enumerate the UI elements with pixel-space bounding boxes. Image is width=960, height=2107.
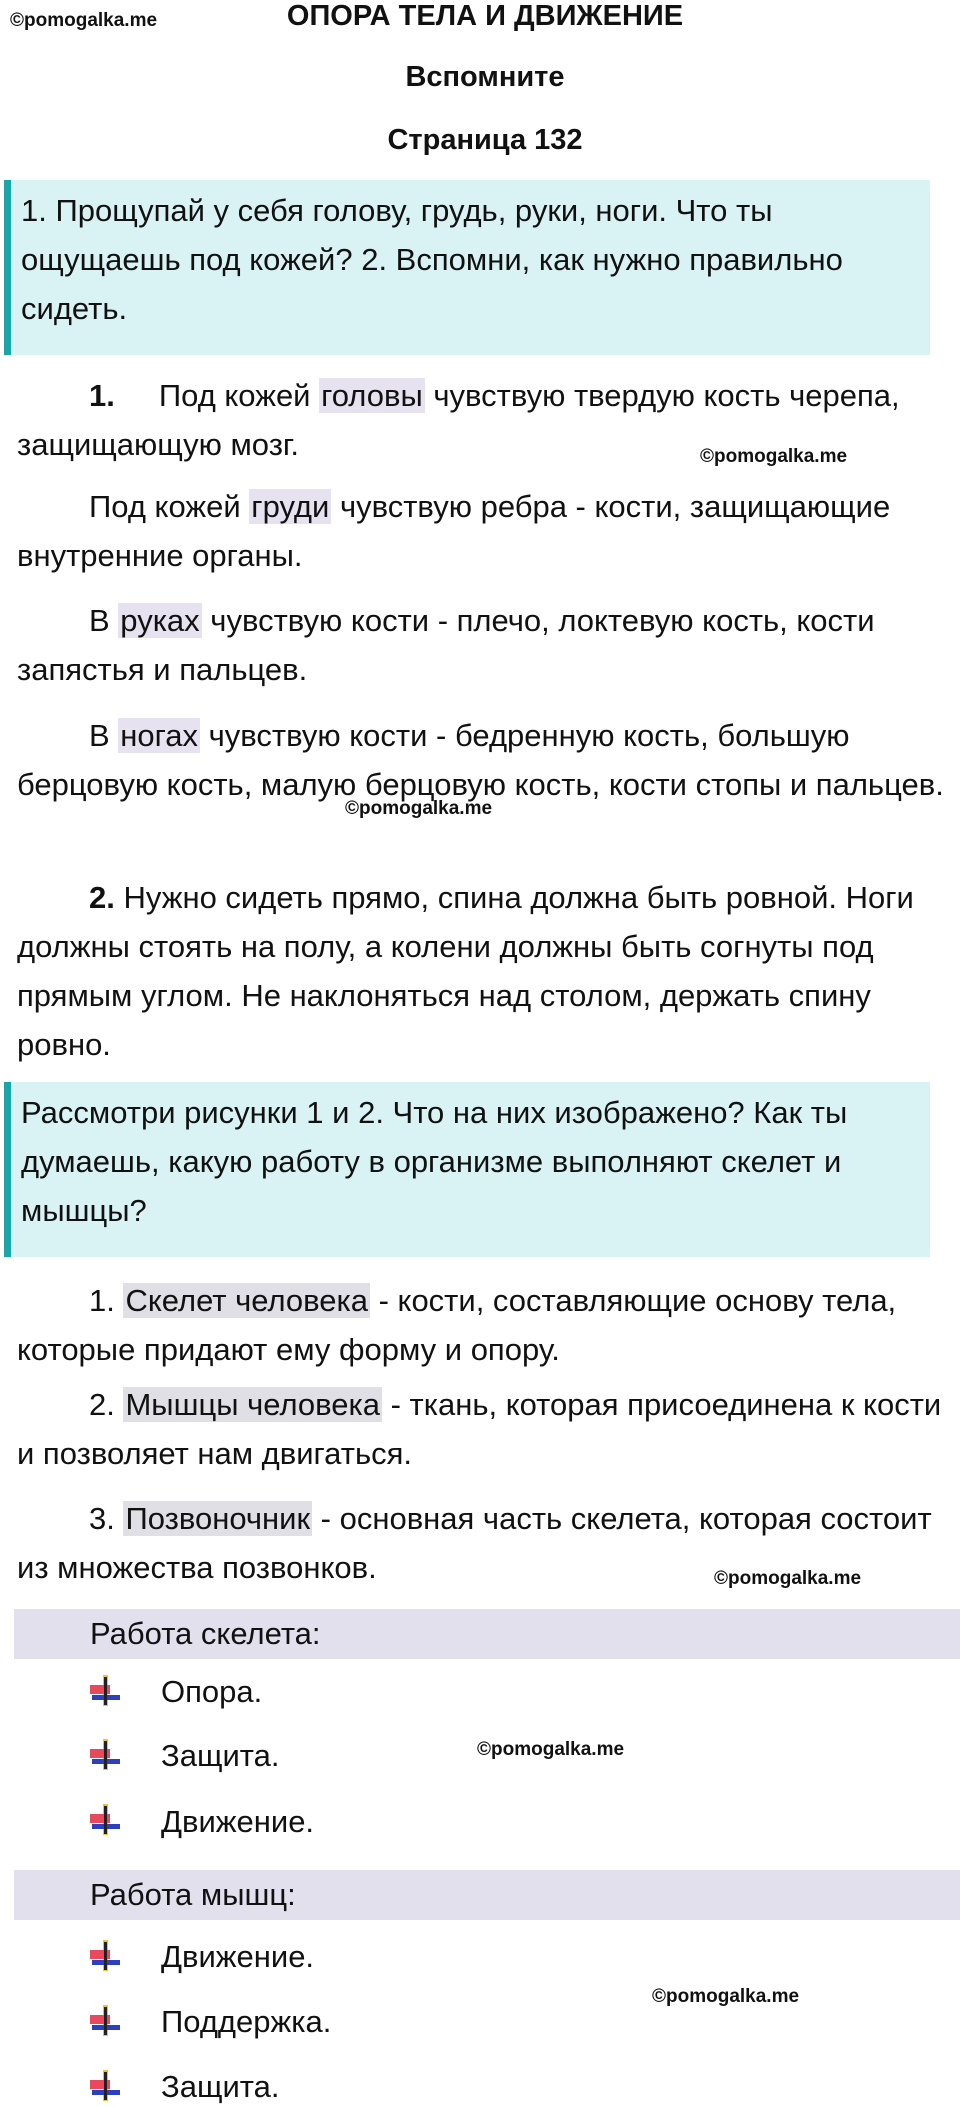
- item-number: 1.: [89, 1283, 124, 1318]
- list-item: Поддержка.: [161, 2004, 332, 2039]
- list-item: Движение.: [161, 1939, 315, 1974]
- answer-text: чувствую ребра - кости, защищающие внутренние органы.: [17, 489, 891, 573]
- highlight-term: ногах: [120, 718, 199, 753]
- answer-text: - кости, составляющие основу тела, которые придают ему форму и опору.: [17, 1283, 897, 1367]
- item-number: 3.: [89, 1501, 124, 1536]
- question-box-2: [4, 1082, 930, 1257]
- answer-muscles: [17, 1380, 957, 1478]
- list-item: Опора.: [161, 1674, 263, 1709]
- answer-text: Под кожей: [89, 489, 250, 524]
- answer-spine: [17, 1494, 957, 1592]
- question-box-1: [4, 180, 930, 355]
- answer-text: Под кожей: [158, 378, 320, 413]
- answer-text: Нужно сидеть прямо, спина должна быть ровной. Ноги должны стоять на полу, а колени должны быть согнуты под прямым углом. Не наклоняться над столом, держать спину ровно.: [17, 880, 914, 1062]
- answer-arms: [17, 596, 957, 694]
- answer-text: В: [89, 718, 119, 753]
- answer-chest: [17, 482, 957, 580]
- highlight-term: Позвоночник: [125, 1501, 311, 1536]
- watermark: ©pomogalka.me: [345, 798, 493, 819]
- highlight-term: головы: [321, 378, 423, 413]
- highlight-term: груди: [251, 489, 330, 524]
- section-subtitle: Вспомните: [405, 61, 565, 93]
- answer-text: чувствую твердую кость черепа, защищающую мозг.: [17, 378, 900, 462]
- list-item: Защита.: [161, 1738, 280, 1773]
- list-item: Движение.: [161, 1804, 315, 1839]
- highlight-term: Мышцы человека: [125, 1387, 380, 1422]
- question-2-text: Рассмотри рисунки 1 и 2. Что на них изображено? Как ты думаешь, какую работу в организме выполняют скелет и мышцы?: [21, 1095, 848, 1228]
- page-title: ОПОРА ТЕЛА И ДВИЖЕНИЕ: [286, 0, 684, 32]
- bullet-icon: [88, 1938, 124, 1974]
- bullet-icon: [88, 2003, 124, 2039]
- watermark: ©pomogalka.me: [10, 10, 158, 31]
- bullet-icon: [88, 1673, 124, 1709]
- answer-sitting: [17, 873, 957, 1069]
- answer-text: - ткань, которая присоединена к кости и позволяет нам двигаться.: [17, 1387, 942, 1471]
- answer-head: [17, 371, 957, 469]
- bullet-icon: [88, 1737, 124, 1773]
- watermark: ©pomogalka.me: [700, 446, 848, 467]
- skeleton-heading: Работа скелета:: [14, 1609, 960, 1659]
- watermark: ©pomogalka.me: [652, 1986, 800, 2007]
- page-number: Страница 132: [387, 124, 583, 156]
- answer-number: 2.: [89, 880, 115, 915]
- highlight-term: руках: [120, 603, 200, 638]
- watermark: ©pomogalka.me: [714, 1568, 862, 1589]
- list-item: Защита.: [161, 2069, 280, 2104]
- watermark: ©pomogalka.me: [477, 1739, 625, 1760]
- highlight-term: Скелет человека: [125, 1283, 368, 1318]
- answer-number: 1.: [89, 378, 115, 413]
- muscles-heading: Работа мышц:: [14, 1870, 960, 1920]
- answer-text: - основная часть скелета, которая состоит из множества позвонков.: [17, 1501, 932, 1585]
- answer-legs: [17, 711, 957, 809]
- answer-text: чувствую кости - плечо, локтевую кость, кости запястья и пальцев.: [17, 603, 875, 687]
- bullet-icon: [88, 2068, 124, 2104]
- answer-text: В: [89, 603, 119, 638]
- item-number: 2.: [89, 1387, 124, 1422]
- answer-text: чувствую кости - бедренную кость, большую берцовую кость, малую берцовую кость, кости стопы и пальцев.: [17, 718, 944, 802]
- answer-skeleton: [17, 1276, 957, 1374]
- bullet-icon: [88, 1802, 124, 1838]
- question-1-text: 1. Прощупай у себя голову, грудь, руки, ноги. Что ты ощущаешь под кожей? 2. Вспомни, как нужно правильно сидеть.: [21, 193, 843, 326]
